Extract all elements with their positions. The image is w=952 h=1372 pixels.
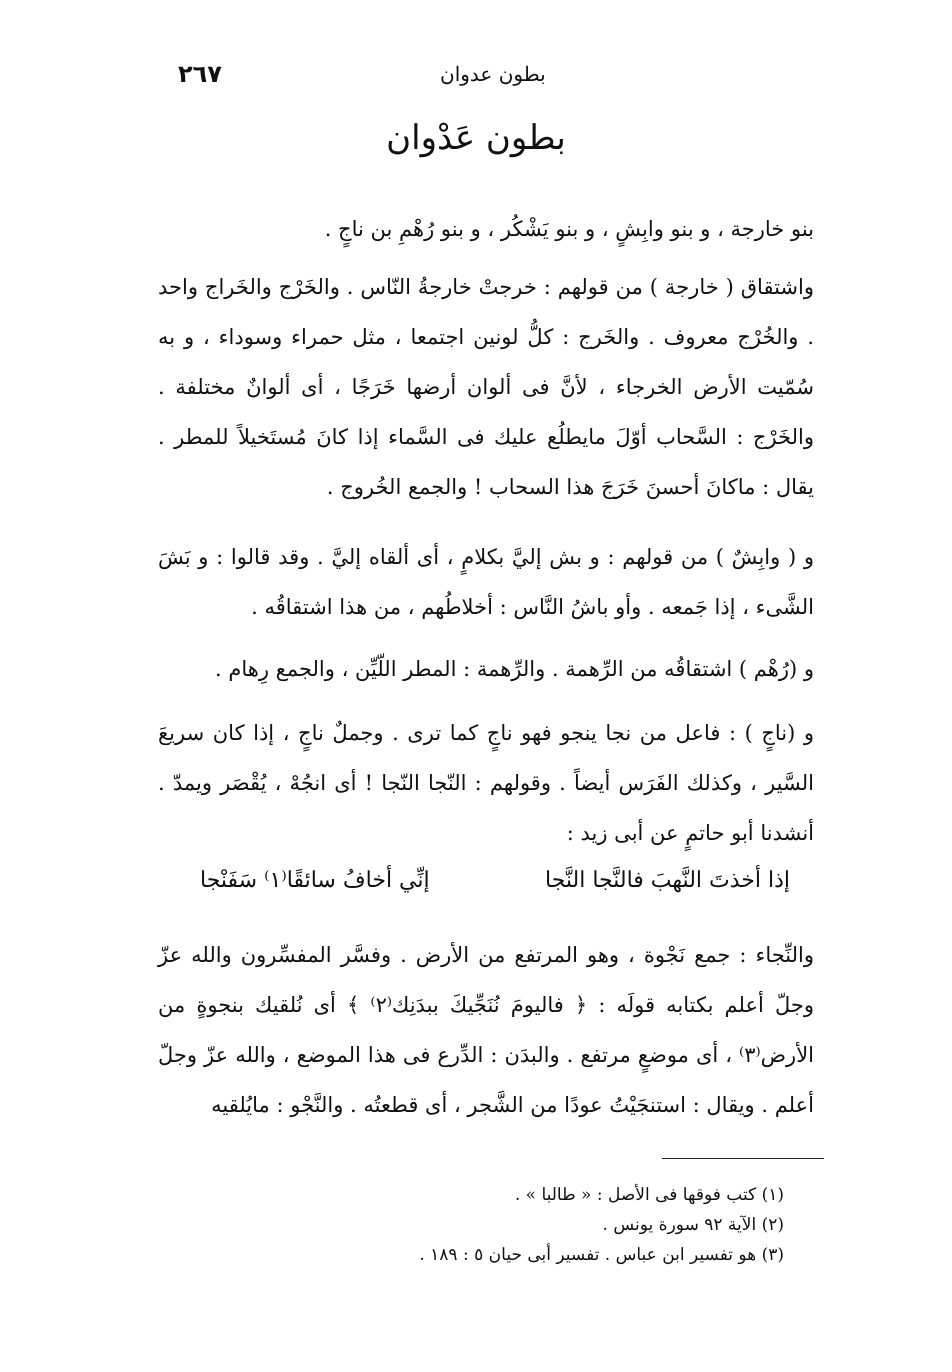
paragraph-4: و (رُهْم ) اشتقاقُه من الرِّهمة . والرِّهمة : المطر اللّيِّن ، والجمع رِهام . (215, 657, 814, 681)
paragraph-1: بنو خارجة ، و بنو وابِشٍ ، و بنو يَشْكُر ، و بنو رُهْمِ بن ناجٍ . (324, 217, 814, 241)
running-header (150, 60, 810, 92)
footnote-3: (٣) هو تفسير ابن عباس . تفسير أبى حيان ٥ : ١٨٩ . (419, 1245, 784, 1265)
footnote-2: (٢) الآية ٩٢ سورة يونس . (602, 1215, 784, 1235)
running-title: بطون عدوان (440, 62, 546, 86)
paragraph-6: والنِّجاء : جمع نَجْوة ، وهو المرتفع من الأرض . وفسَّر المفسِّرون والله عزّ وجلّ أعلم بكتابه قولَه : ﴿ فاليومَ نُنَجِّيكَ ببدَنِك⁽٢⁾ ﴾ أى نُلقيك بنجوةٍ من الأرض⁽٣⁾ ، أى موضعٍ مرتفع . والبدَن : الدِّرع فى هذا الموضع ، والله عزّ وجلّ أعلم . ويقال : استنجَيْتُ عودًا من الشَّجر ، أى قطعتُه . والنَّجْو : مايُلقيه (158, 943, 814, 1117)
footnote-1: (١) كتب فوقها فى الأصل : « طالبا » . (514, 1185, 784, 1205)
footnotes (360, 1180, 784, 1270)
paragraph-5: و (ناجٍ ) : فاعل من نجا ينجو فهو ناجٍ كما ترى . وجملٌ ناجٍ ، إذا كان سريعَ السَّير ، وكذلك الفَرَس أيضاً . وقولهم : النّجا النّجا ! أى انجُهْ ، يُقْصَر ويمدّ . أنشدنا أبو حاتمٍ عن أبى زيد : (158, 721, 814, 845)
poetry-verse (200, 868, 790, 908)
verse-hemistich-2: إنِّي أخافُ سائقًا⁽١⁾ سَفَنْجا (200, 868, 430, 893)
page-number: ٢٦٧ (178, 60, 222, 88)
chapter-title: بطون عَدْوان (386, 118, 566, 158)
paragraph-3: و ( وابِشٌ ) من قولهم : و بش إليَّ بكلامٍ ، أى ألقاه إليَّ . وقد قالوا : و بَشَ الشَّىء ، إذا جَمعه . وأو باشُ النَّاس : أخلاطُهم ، من هذا اشتقاقُه . (158, 545, 814, 619)
footnote-divider (662, 1158, 824, 1159)
paragraph-2: واشتقاق ( خارجة ) من قولهم : خرجتْ خارجةُ النّاس . والخَرْج والخَراج واحد . والخُرْج معروف . والخَرج : كلُّ لونين اجتمعا ، مثل حمراء وسوداء ، و به سُمّيت الأرض الخرجاء ، لأنَّ فى ألوان أرضها خَرَجًا ، أى ألوانٌ مختلفة . والخَرْج : السَّحاب أوّلَ مايطلُع عليك فى السَّماء إذا كانَ مُستَخيلاً للمطر . يقال : ماكانَ أحسنَ خَرَجَ هذا السحاب ! والجمع الخُروج . (158, 275, 814, 499)
verse-hemistich-1: إذا أخذتَ النَّهبَ فالنَّجا النَّجا (545, 868, 790, 893)
